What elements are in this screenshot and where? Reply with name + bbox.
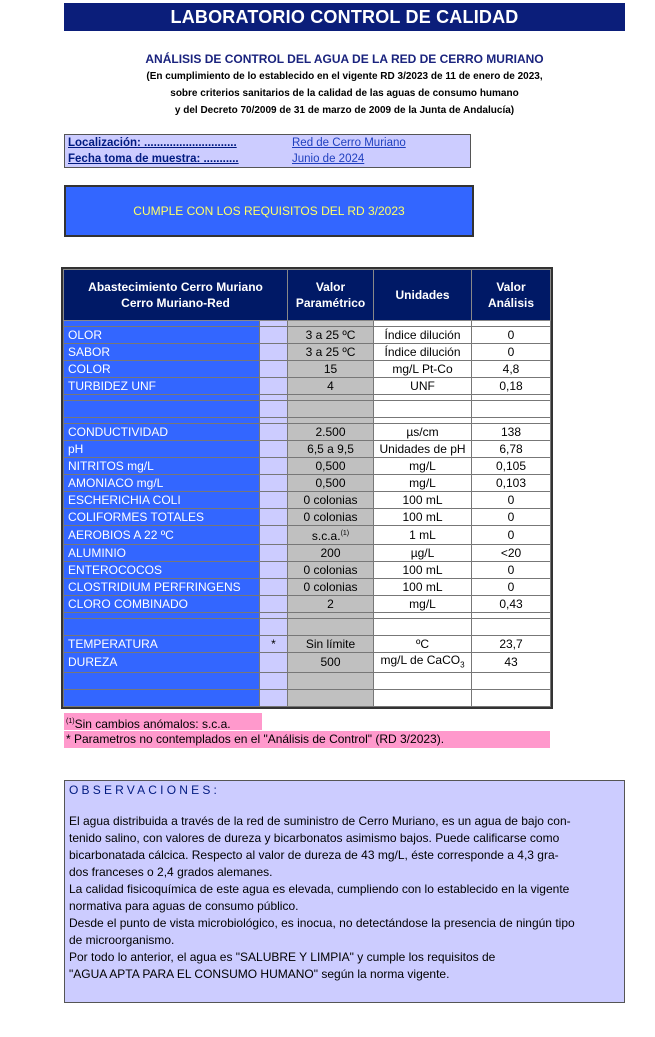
table-row [64,579,551,596]
parametric-value [288,458,374,475]
header-units: Unidades [374,270,472,321]
parametric-value [288,526,374,545]
parametric-value [288,424,374,441]
parametric-value-text: 0 colonias [303,509,358,524]
parameter-name: ALUMINIO [64,545,260,562]
footnote-sca-text: Sin cambios anómalos: s.c.a. [74,717,231,731]
parameter-name: DUREZA [64,653,260,673]
empty-cell [64,673,260,690]
table-row-empty [64,401,551,418]
observation-line: El agua distribuida a través de la red de suministro de Cerro Muriano, es un agua de bajo con- [69,814,571,828]
not-contemplated-mark [260,475,288,492]
parametric-value-text: 2.500 [315,424,346,439]
header-supply-name: Abastecimiento Cerro Muriano [88,280,263,294]
analysis-value: 4,8 [472,361,551,378]
unit [374,475,472,492]
not-contemplated-mark [260,344,288,361]
unit [374,441,472,458]
observation-line: La calidad fisicoquímica de este agua es elevada, cumpliendo con lo establecido en la vigente [69,882,570,896]
location-label: Localización: ............................. [68,137,237,149]
not-contemplated-mark [260,441,288,458]
analysis-value: <20 [472,545,551,562]
parameter-name: CONDUCTIVIDAD [64,424,260,441]
unit [374,327,472,344]
table-row [64,344,551,361]
parameter-name: ENTEROCOCOS [64,562,260,579]
parameter-name: COLOR [64,361,260,378]
unit-text: UNF [410,378,435,393]
parameter-name: AMONIACO mg/L [64,475,260,492]
not-contemplated-mark [260,492,288,509]
empty-cell [288,401,374,418]
table-row-empty [64,690,551,707]
parametric-value-text: 2 [327,596,334,611]
parametric-value [288,441,374,458]
table-row-empty [64,673,551,690]
observation-line: bicarbonatada cálcica. Respecto al valor de dureza de 43 mg/L, éste corresponde a 4,3 gra- [69,848,559,862]
parameter-name: TURBIDEZ UNF [64,378,260,395]
empty-cell [472,401,551,418]
not-contemplated-mark [260,653,288,673]
parametric-value-text: 3 a 25 ºC [305,327,356,342]
unit-text: 100 mL [402,492,443,507]
unit [374,378,472,395]
analysis-value: 0,103 [472,475,551,492]
analysis-table [63,269,551,707]
table-row [64,441,551,458]
header-param-line-2: Paramétrico [295,296,366,310]
analysis-value: 0,43 [472,596,551,613]
unit-text: mg/L [409,458,436,473]
table-row [64,653,551,673]
parameter-name: NITRITOS mg/L [64,458,260,475]
parametric-value-text: 0 colonias [303,579,358,594]
empty-cell [64,401,260,418]
unit [374,509,472,526]
empty-cell [260,690,288,707]
analysis-value: 43 [472,653,551,673]
analysis-value: 0 [472,526,551,545]
empty-cell [64,690,260,707]
parametric-value-text: 6,5 a 9,5 [307,441,354,456]
observation-line: dos franceses o 2,4 grados alemanes. [69,865,273,879]
parameter-name: CLOSTRIDIUM PERFRINGENS [64,579,260,596]
analysis-value: 0,105 [472,458,551,475]
parameter-name: TEMPERATURA [64,636,260,653]
table-row [64,361,551,378]
parametric-value [288,653,374,673]
unit [374,636,472,653]
compliance-verdict: CUMPLE CON LOS REQUISITOS DEL RD 3/2023 [64,185,474,237]
not-contemplated-mark [260,562,288,579]
parametric-value-text: 0,500 [315,475,346,490]
parametric-value-text: s.c.a. [311,529,341,543]
empty-cell [260,401,288,418]
unit-text: Índice dilución [384,327,461,342]
location-value[interactable]: Red de Cerro Muriano [292,137,406,149]
empty-cell [288,673,374,690]
footnote-sca [64,713,262,730]
table-row [64,526,551,545]
parametric-value [288,596,374,613]
unit-subscript: 3 [460,660,465,670]
parameter-name: AEROBIOS A 22 ºC [64,526,260,545]
parametric-value-text: 3 a 25 ºC [305,344,356,359]
unit [374,424,472,441]
analysis-value: 0 [472,327,551,344]
unit [374,653,472,673]
parametric-value [288,378,374,395]
observations-box [64,780,625,1003]
not-contemplated-mark [260,327,288,344]
unit-text: mg/L de CaCO [380,653,461,667]
empty-cell [472,690,551,707]
table-body [64,321,551,707]
table-row [64,545,551,562]
table-header-row [64,270,551,321]
not-contemplated-mark [260,458,288,475]
not-contemplated-mark [260,509,288,526]
empty-cell [472,619,551,636]
analysis-value: 0 [472,562,551,579]
unit [374,458,472,475]
unit-text: mg/L [409,475,436,490]
empty-cell [374,401,472,418]
table-row [64,562,551,579]
observation-line: tenido salino, con valores de dureza y bicarbonatos asimismo bajos. Puede calificarse como [69,831,560,845]
parameter-name: ESCHERICHIA COLI [64,492,260,509]
not-contemplated-mark [260,596,288,613]
unit [374,492,472,509]
not-contemplated-mark [260,545,288,562]
legal-note-line-3: y del Decreto 70/2009 de 31 de marzo de 2009 de la Junta de Andalucía) [174,105,515,116]
table-row [64,327,551,344]
table-row [64,424,551,441]
header-supply-sub: Cerro Muriano-Red [121,296,230,310]
footnote-ref: (1) [340,530,350,537]
unit-text: mg/L Pt-Co [392,361,453,376]
not-contemplated-mark [260,526,288,545]
parametric-value-text: 0,500 [315,458,346,473]
empty-cell [260,619,288,636]
unit-text: 1 mL [409,527,436,542]
unit-text: Índice dilución [384,344,461,359]
table-row [64,492,551,509]
analysis-value: 0,18 [472,378,551,395]
table-row [64,458,551,475]
header-param-line-1: Valor [315,280,346,294]
observation-line: Desde el punto de vista microbiológico, es inocua, no detectándose la presencia de ningún tipo [69,916,575,930]
not-contemplated-mark [260,579,288,596]
empty-cell [288,690,374,707]
sample-date-label: Fecha toma de muestra: ........... [68,153,239,165]
parametric-value [288,327,374,344]
parametric-value [288,636,374,653]
table-row-empty [64,619,551,636]
parameter-name: OLOR [64,327,260,344]
analysis-value: 138 [472,424,551,441]
unit-text: 100 mL [402,509,443,524]
observation-line: normativa para aguas de consumo público. [69,899,299,913]
unit-text: 100 mL [402,579,443,594]
empty-cell [374,673,472,690]
header-supply [64,270,288,321]
not-contemplated-mark [260,424,288,441]
unit [374,562,472,579]
empty-cell [374,619,472,636]
footnote-asterisk: * Parametros no contemplados en el "Análisis de Control" (RD 3/2023). [64,731,550,748]
observation-line: de microorganismo. [69,933,175,947]
table-row [64,596,551,613]
unit-text: Unidades de pH [379,441,466,456]
table-row [64,636,551,653]
unit-text: µg/L [410,545,435,560]
observation-line: "AGUA APTA PARA EL CONSUMO HUMANO" según la norma vigente. [69,967,450,981]
legal-note-line-1: (En cumplimiento de lo establecido en el vigente RD 3/2023 de 11 de enero de 2023, [146,71,543,82]
unit-text: ºC [415,636,430,651]
empty-cell [472,673,551,690]
unit-text: mg/L [409,596,436,611]
location-row [68,137,406,149]
observations-title: OBSERVACIONES: [69,783,221,797]
footnote-sca-mark: (1) [66,718,75,725]
sample-date-value[interactable]: Junio de 2024 [292,153,365,165]
not-contemplated-mark [260,361,288,378]
parametric-value [288,562,374,579]
empty-cell [260,673,288,690]
analysis-value: 23,7 [472,636,551,653]
legal-note-line-2: sobre criterios sanitarios de la calidad de las aguas de consumo humano [170,88,519,99]
analysis-value: 0 [472,579,551,596]
report-subtitle: ANÁLISIS DE CONTROL DEL AGUA DE LA RED DE CERRO MURIANO [145,52,544,66]
header-value-line-2: Análisis [488,296,535,310]
unit [374,344,472,361]
parametric-value-text: 15 [323,361,338,376]
header-param-value [288,270,374,321]
parametric-value-text: 4 [327,378,334,393]
unit [374,361,472,378]
unit [374,596,472,613]
unit-text: µs/cm [406,424,439,439]
unit [374,579,472,596]
parametric-value [288,579,374,596]
parameter-name: SABOR [64,344,260,361]
analysis-value: 0 [472,492,551,509]
not-contemplated-mark: * [260,636,288,653]
unit [374,526,472,545]
parametric-value-text: 0 colonias [303,562,358,577]
parametric-value [288,475,374,492]
analysis-value: 6,78 [472,441,551,458]
table-row [64,475,551,492]
parametric-value [288,509,374,526]
empty-cell [288,619,374,636]
parametric-value-text: 200 [320,545,341,560]
report-title: LABORATORIO CONTROL DE CALIDAD [64,3,625,31]
parametric-value [288,492,374,509]
parameter-name: CLORO COMBINADO [64,596,260,613]
parameter-name: COLIFORMES TOTALES [64,509,260,526]
observation-line: Por todo lo anterior, el agua es "SALUBRE Y LIMPIA" y cumple los requisitos de [69,950,496,964]
analysis-value: 0 [472,344,551,361]
sample-info-box [64,134,471,168]
parametric-value [288,361,374,378]
parametric-value-text: 500 [320,655,341,670]
analysis-value: 0 [472,509,551,526]
unit [374,545,472,562]
parametric-value [288,344,374,361]
table-row [64,509,551,526]
empty-cell [374,690,472,707]
header-analysis-value [472,270,551,321]
sample-date-row [68,153,365,165]
table-row [64,378,551,395]
observations-body [69,813,620,983]
parameter-name: pH [64,441,260,458]
header-value-line-1: Valor [496,280,526,294]
parametric-value-text: Sin límite [305,636,356,651]
empty-cell [64,619,260,636]
unit-text: 100 mL [402,562,443,577]
parametric-value [288,545,374,562]
parametric-value-text: 0 colonias [303,492,358,507]
not-contemplated-mark [260,378,288,395]
